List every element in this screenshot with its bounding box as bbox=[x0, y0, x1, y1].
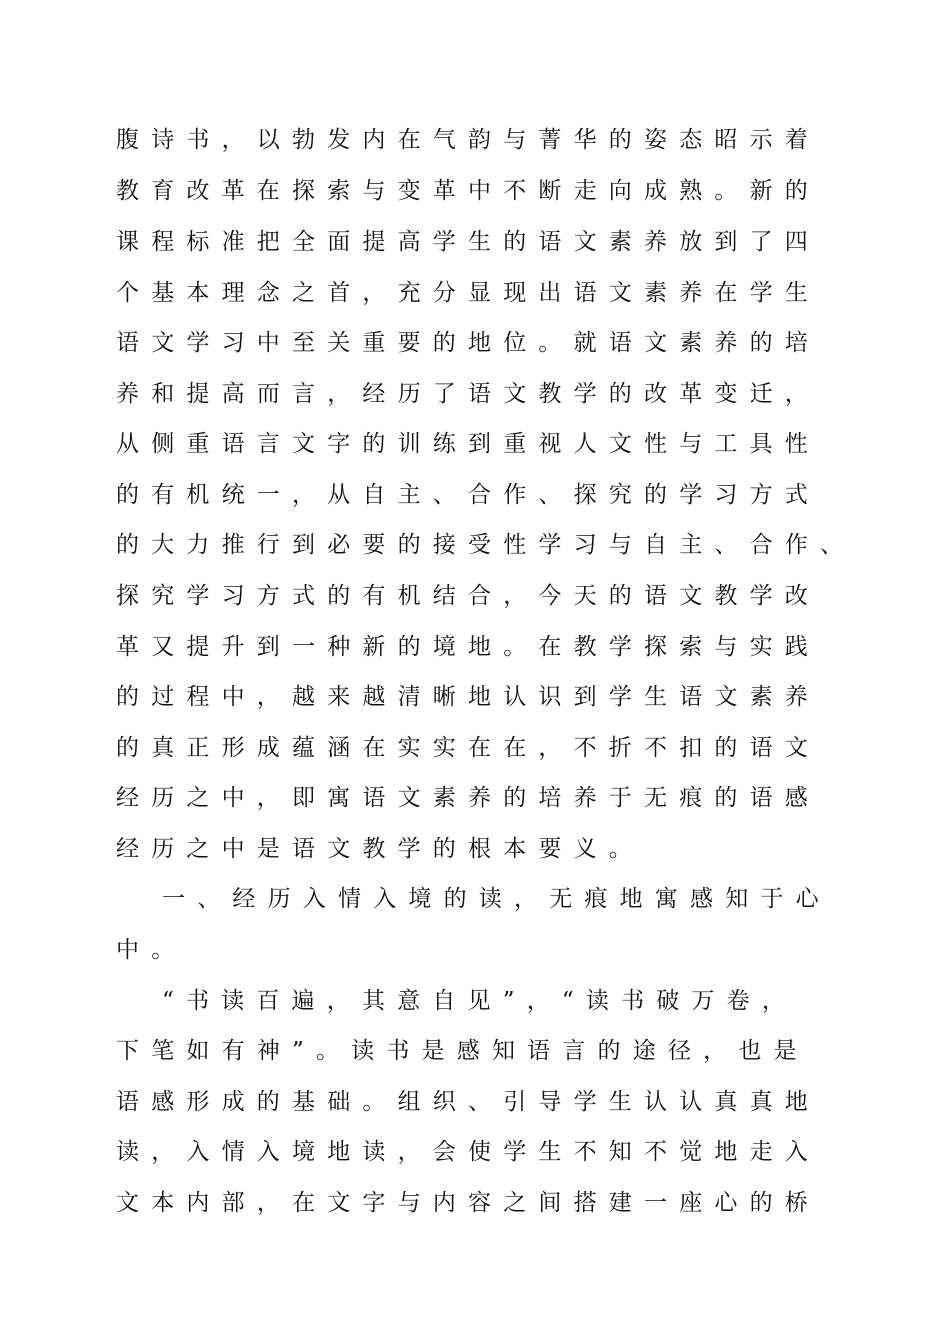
text-line: 语感形成的基础。组织、引导学生认认真真地 bbox=[116, 1089, 820, 1115]
section-heading-line: 中。 bbox=[116, 937, 187, 963]
text-line: 革又提升到一种新的境地。在教学探索与实践 bbox=[116, 634, 820, 660]
text-line: 个基本理念之首，充分显现出语文素养在学生 bbox=[116, 280, 820, 306]
text-line: 腹诗书，以勃发内在气韵与菁华的姿态昭示着 bbox=[116, 127, 820, 153]
text-line: 的大力推行到必要的接受性学习与自主、合作、 bbox=[116, 532, 856, 558]
text-line: 教育改革在探索与变革中不断走向成熟。新的 bbox=[116, 178, 820, 204]
text-line: 从侧重语言文字的训练到重视人文性与工具性 bbox=[116, 431, 820, 457]
text-line: 经历之中，即寓语文素养的培养于无痕的语感 bbox=[116, 785, 820, 811]
text-line: 探究学习方式的有机结合，今天的语文教学改 bbox=[116, 583, 820, 609]
text-line: 养和提高而言，经历了语文教学的改革变迁， bbox=[116, 381, 820, 407]
text-line: 的有机统一，从自主、合作、探究的学习方式 bbox=[116, 482, 820, 508]
text-line: 语文学习中至关重要的地位。就语文素养的培 bbox=[116, 330, 820, 356]
section-heading-line: 一、经历入情入境的读，无痕地寓感知于心 bbox=[162, 886, 831, 912]
text-line: 读，入情入境地读，会使学生不知不觉地走入 bbox=[116, 1139, 820, 1165]
text-line: 的过程中，越来越清晰地认识到学生语文素养 bbox=[116, 684, 820, 710]
text-line: 下笔如有神”。读书是感知语言的途径，也是 bbox=[116, 1038, 809, 1064]
text-line: 的真正形成蕴涵在实实在在，不折不扣的语文 bbox=[116, 735, 820, 761]
text-line: 课程标准把全面提高学生的语文素养放到了四 bbox=[116, 229, 820, 255]
text-line: 经历之中是语文教学的根本要义。 bbox=[116, 836, 644, 862]
text-line: 文本内部，在文字与内容之间搭建一座心的桥 bbox=[116, 1190, 820, 1216]
text-line: “书读百遍，其意自见”，“读书破万卷， bbox=[162, 988, 798, 1014]
